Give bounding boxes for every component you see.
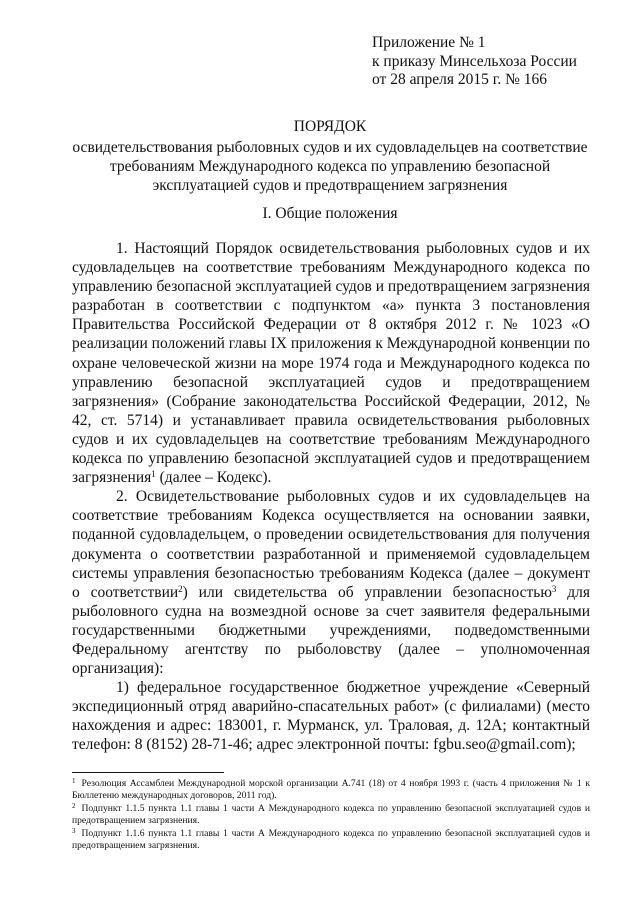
footnote-1 xyxy=(72,778,590,802)
footnotes xyxy=(72,778,590,853)
appendix-line-2: к приказу Минсельхоза России xyxy=(372,52,577,70)
paragraph-2-middle: ) или свидетельства об управлении безопасностью xyxy=(182,583,552,601)
document-body xyxy=(72,239,590,755)
paragraph-2-text: 2. Освидетельствование рыболовных судов и их судовладельцев на соответствие требованиям Кодекса осуществляется на основании заявки, поданной судовладельцем, о проведении освидетельствования для получения документа о соответствии разработанной и применяемой судовладельцем системы управления безопасностью требованиям Кодекса (далее – документ о соответствии xyxy=(72,488,590,601)
footnote-ref-3: 3 xyxy=(551,583,557,594)
document-subtitle: освидетельствования рыболовных судов и их судовладельцев на соответствие требованиям Международного кодекса по управлению безопасной эксплуатацией судов и предотвращением загрязнения xyxy=(72,139,588,194)
section-heading: I. Общие положения xyxy=(262,205,398,222)
appendix-header xyxy=(372,34,577,90)
footnote-1-number: 1 xyxy=(72,777,76,785)
appendix-line-1: Приложение № 1 xyxy=(372,34,486,51)
document-title: ПОРЯДОК xyxy=(293,118,367,135)
paragraph-1-text: 1. Настоящий Порядок освидетельствования рыболовных судов и их судовладельцев на соответствие требованиям Международного кодекса по управлению безопасной эксплуатацией судов и предотвращением загрязнения разработан в соответствии с подпунктом «а» пункта 3 постановления Правительства Российской Федерации от 8 октября 2012 г. № 1023 «О реализации положений главы IX приложения к Международной конвенции по охране человеческой жизни на море 1974 года и Международного кодекса по управлению безопасной эксплуатацией судов и предотвращением загрязнения» (Собрание законодательства Российской Федерации, 2012, № 42, ст. 5714) и устанавливает правила освидетельствования рыболовных судов и их судовладельцев на соответствие требованиям Международного кодекса по управлению безопасной эксплуатацией судов и предотвращением загрязнения xyxy=(72,240,591,487)
footnote-ref-1: 1 xyxy=(151,469,156,480)
paragraph-2 xyxy=(72,487,590,678)
footnote-2-text: Подпункт 1.1.5 пункта 1.1 главы 1 части А Международного кодекса по управлению безопасной эксплуатацией судов и предотвращением загрязнения. xyxy=(72,803,590,826)
document-title-block xyxy=(70,117,590,195)
footnote-3 xyxy=(72,828,590,852)
footnote-ref-2: 2 xyxy=(178,583,183,594)
footnote-2-number: 2 xyxy=(72,802,76,810)
paragraph-3: 1) федеральное государственное бюджетное учреждение «Северный экспедиционный отряд аварийно-спасательных работ» (с филиалами) (место нахождения и адрес: 183001, г. Мурманск, ул. Траловая, д. 12А; контактный телефон: 8 (8152) 28-71-46; адрес электронной почты: fgbu.seo@gmail.com); xyxy=(72,679,590,754)
appendix-line-3: от 28 апреля 2015 г. № 166 xyxy=(372,71,548,88)
footnote-3-text: Подпункт 1.1.6 пункта 1.1 главы 1 части А Международного кодекса по управлению безопасной эксплуатацией судов и предотвращением загрязнения. xyxy=(72,828,590,851)
footnote-separator xyxy=(72,772,224,773)
paragraph-1-tail: (далее – Кодекс). xyxy=(155,469,272,487)
paragraph-1 xyxy=(72,239,590,487)
footnote-2 xyxy=(72,803,590,827)
paragraph-2-tail: для рыболовного судна на возмездной основе за счет заявителя федеральными государственными бюджетными учреждениями, подведомственными Федеральному агентству по рыболовству (далее – уполномоченная организация): xyxy=(72,583,590,678)
footnote-3-number: 3 xyxy=(72,827,76,835)
footnote-1-text: Резолюция Ассамблеи Международной морской организации А.741 (18) от 4 ноября 1993 г. (часть 4 приложения № 1 к Бюллетеню международных договоров, 2011 год). xyxy=(72,778,590,801)
